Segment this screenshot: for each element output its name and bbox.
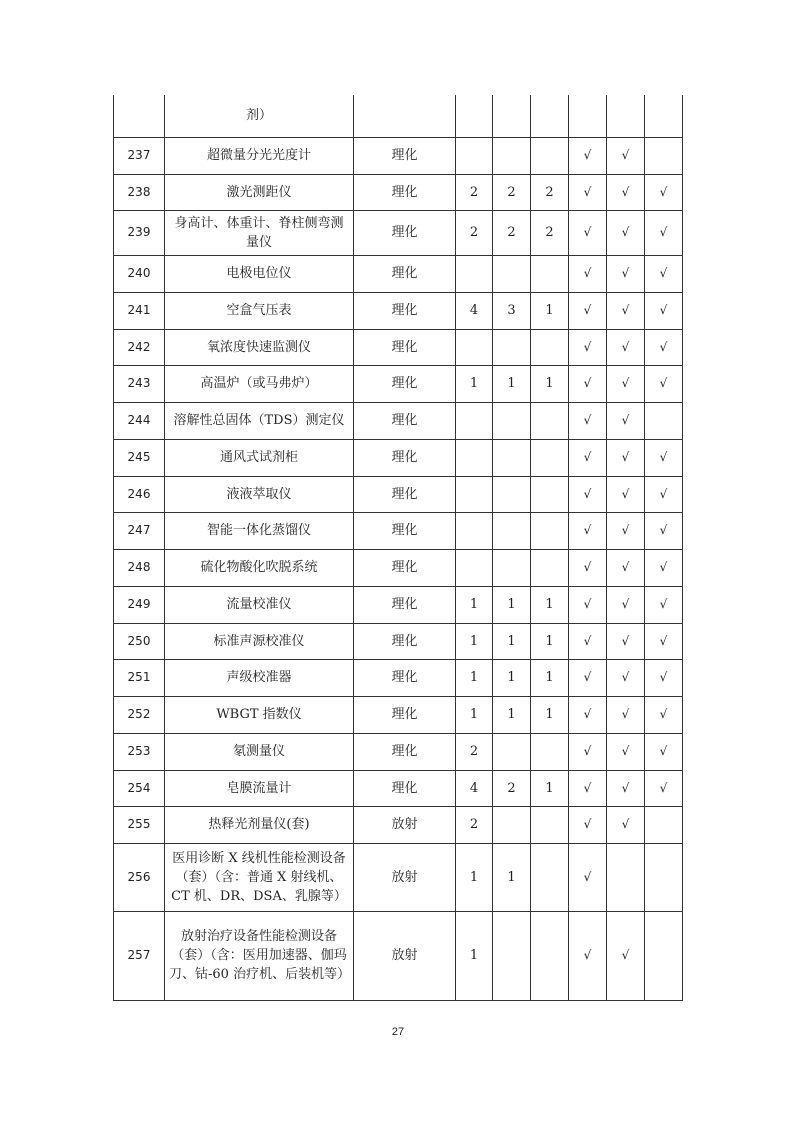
check-mark-col-3: √ <box>645 512 683 549</box>
table-row <box>114 365 683 402</box>
quantity-col-3: 1 <box>531 659 569 696</box>
quantity-col-3 <box>531 476 569 512</box>
check-mark-col-3 <box>645 806 683 843</box>
table-row <box>114 733 683 770</box>
row-number: 244 <box>114 402 165 439</box>
check-mark-col-1: √ <box>569 402 607 439</box>
check-mark-col-1 <box>569 95 607 137</box>
table-row <box>114 549 683 586</box>
check-mark-col-2: √ <box>607 255 645 292</box>
quantity-col-2 <box>493 806 531 843</box>
table-row <box>114 174 683 210</box>
check-mark-col-2: √ <box>607 549 645 586</box>
quantity-col-1: 1 <box>456 365 493 402</box>
row-number: 243 <box>114 365 165 402</box>
check-mark-col-2: √ <box>607 659 645 696</box>
table-row <box>114 843 683 911</box>
check-mark-col-2 <box>607 95 645 137</box>
check-mark-col-1: √ <box>569 806 607 843</box>
check-mark-col-2: √ <box>607 210 645 255</box>
table-row <box>114 696 683 733</box>
check-mark-col-1: √ <box>569 255 607 292</box>
row-number: 249 <box>114 586 165 623</box>
row-number: 257 <box>114 911 165 1000</box>
quantity-col-2 <box>493 95 531 137</box>
check-mark-col-2: √ <box>607 806 645 843</box>
check-mark-col-3 <box>645 843 683 911</box>
check-mark-col-2: √ <box>607 402 645 439</box>
check-mark-col-2: √ <box>607 586 645 623</box>
check-mark-col-2: √ <box>607 137 645 174</box>
quantity-col-2 <box>493 137 531 174</box>
quantity-col-3 <box>531 549 569 586</box>
category: 理化 <box>354 210 456 255</box>
quantity-col-1 <box>456 549 493 586</box>
check-mark-col-2: √ <box>607 770 645 806</box>
quantity-col-3 <box>531 402 569 439</box>
check-mark-col-2: √ <box>607 439 645 476</box>
check-mark-col-2: √ <box>607 292 645 329</box>
table-row <box>114 292 683 329</box>
equipment-name: 氧浓度快速监测仪 <box>165 329 354 365</box>
quantity-col-2 <box>493 512 531 549</box>
check-mark-col-3: √ <box>645 439 683 476</box>
check-mark-col-3: √ <box>645 476 683 512</box>
quantity-col-3 <box>531 95 569 137</box>
check-mark-col-1: √ <box>569 770 607 806</box>
check-mark-col-3: √ <box>645 210 683 255</box>
quantity-col-2 <box>493 329 531 365</box>
table-row <box>114 137 683 174</box>
row-number: 253 <box>114 733 165 770</box>
quantity-col-1: 1 <box>456 911 493 1000</box>
equipment-name: 空盒气压表 <box>165 292 354 329</box>
row-number: 245 <box>114 439 165 476</box>
check-mark-col-2: √ <box>607 365 645 402</box>
category: 理化 <box>354 255 456 292</box>
quantity-col-2 <box>493 402 531 439</box>
check-mark-col-3: √ <box>645 696 683 733</box>
category: 理化 <box>354 476 456 512</box>
category: 理化 <box>354 659 456 696</box>
table-row <box>114 806 683 843</box>
category: 理化 <box>354 512 456 549</box>
category: 理化 <box>354 439 456 476</box>
table-row <box>114 659 683 696</box>
quantity-col-3: 2 <box>531 174 569 210</box>
category: 理化 <box>354 365 456 402</box>
equipment-name: 高温炉（或马弗炉） <box>165 365 354 402</box>
row-number: 250 <box>114 623 165 659</box>
check-mark-col-2: √ <box>607 696 645 733</box>
quantity-col-3 <box>531 512 569 549</box>
check-mark-col-1: √ <box>569 512 607 549</box>
quantity-col-3 <box>531 329 569 365</box>
equipment-name: 氡测量仪 <box>165 733 354 770</box>
quantity-col-3: 1 <box>531 292 569 329</box>
quantity-col-3: 2 <box>531 210 569 255</box>
quantity-col-2: 2 <box>493 770 531 806</box>
check-mark-col-3: √ <box>645 255 683 292</box>
check-mark-col-1: √ <box>569 843 607 911</box>
row-number: 237 <box>114 137 165 174</box>
quantity-col-3 <box>531 843 569 911</box>
category: 放射 <box>354 806 456 843</box>
quantity-col-3 <box>531 733 569 770</box>
category <box>354 95 456 137</box>
quantity-col-2 <box>493 476 531 512</box>
check-mark-col-1: √ <box>569 733 607 770</box>
row-number: 238 <box>114 174 165 210</box>
check-mark-col-3: √ <box>645 659 683 696</box>
quantity-col-2: 1 <box>493 586 531 623</box>
table-row <box>114 402 683 439</box>
quantity-col-1: 4 <box>456 292 493 329</box>
check-mark-col-1: √ <box>569 659 607 696</box>
check-mark-col-1: √ <box>569 439 607 476</box>
check-mark-col-3 <box>645 402 683 439</box>
table-body <box>114 95 683 1000</box>
quantity-col-1 <box>456 512 493 549</box>
quantity-col-2: 2 <box>493 174 531 210</box>
quantity-col-3: 1 <box>531 696 569 733</box>
row-number: 256 <box>114 843 165 911</box>
check-mark-col-1: √ <box>569 911 607 1000</box>
equipment-name: WBGT 指数仪 <box>165 696 354 733</box>
check-mark-col-3 <box>645 137 683 174</box>
table-row <box>114 255 683 292</box>
category: 放射 <box>354 911 456 1000</box>
check-mark-col-1: √ <box>569 586 607 623</box>
check-mark-col-1: √ <box>569 210 607 255</box>
category: 理化 <box>354 292 456 329</box>
row-number: 248 <box>114 549 165 586</box>
row-number: 241 <box>114 292 165 329</box>
page-number: 27 <box>391 1026 405 1038</box>
row-number <box>114 95 165 137</box>
quantity-col-3 <box>531 439 569 476</box>
check-mark-col-2: √ <box>607 623 645 659</box>
quantity-col-1 <box>456 95 493 137</box>
quantity-col-1 <box>456 439 493 476</box>
category: 理化 <box>354 329 456 365</box>
quantity-col-1 <box>456 476 493 512</box>
quantity-col-1 <box>456 255 493 292</box>
row-number: 242 <box>114 329 165 365</box>
equipment-name: 声级校准器 <box>165 659 354 696</box>
check-mark-col-1: √ <box>569 696 607 733</box>
equipment-name: 皂膜流量计 <box>165 770 354 806</box>
table-row <box>114 623 683 659</box>
row-number: 246 <box>114 476 165 512</box>
equipment-name: 智能一体化蒸馏仪 <box>165 512 354 549</box>
table-row <box>114 329 683 365</box>
quantity-col-1: 1 <box>456 696 493 733</box>
equipment-name: 身高计、体重计、脊柱侧弯测量仪 <box>165 210 354 255</box>
equipment-name: 标准声源校准仪 <box>165 623 354 659</box>
equipment-name: 放射治疗设备性能检测设备（套）（含：医用加速器、伽玛刀、钴-60 治疗机、后装机等） <box>165 911 354 1000</box>
check-mark-col-1: √ <box>569 292 607 329</box>
table-row <box>114 95 683 137</box>
check-mark-col-1: √ <box>569 174 607 210</box>
quantity-col-2: 3 <box>493 292 531 329</box>
quantity-col-3 <box>531 911 569 1000</box>
check-mark-col-3 <box>645 911 683 1000</box>
category: 理化 <box>354 623 456 659</box>
quantity-col-1: 2 <box>456 174 493 210</box>
quantity-col-1: 1 <box>456 586 493 623</box>
equipment-name: 超微量分光光度计 <box>165 137 354 174</box>
check-mark-col-3: √ <box>645 549 683 586</box>
quantity-col-2: 1 <box>493 843 531 911</box>
quantity-col-1: 2 <box>456 733 493 770</box>
check-mark-col-1: √ <box>569 329 607 365</box>
check-mark-col-2: √ <box>607 174 645 210</box>
equipment-name: 溶解性总固体（TDS）测定仪 <box>165 402 354 439</box>
quantity-col-2: 1 <box>493 623 531 659</box>
row-number: 247 <box>114 512 165 549</box>
equipment-name: 通风式试剂柜 <box>165 439 354 476</box>
equipment-name: 激光测距仪 <box>165 174 354 210</box>
row-number: 240 <box>114 255 165 292</box>
equipment-name: 流量校准仪 <box>165 586 354 623</box>
quantity-col-3: 1 <box>531 365 569 402</box>
check-mark-col-3: √ <box>645 174 683 210</box>
equipment-name: 剂） <box>165 95 354 137</box>
quantity-col-2 <box>493 733 531 770</box>
category: 理化 <box>354 770 456 806</box>
check-mark-col-3: √ <box>645 770 683 806</box>
check-mark-col-2: √ <box>607 512 645 549</box>
quantity-col-2: 1 <box>493 365 531 402</box>
quantity-col-1: 1 <box>456 659 493 696</box>
check-mark-col-2: √ <box>607 911 645 1000</box>
row-number: 255 <box>114 806 165 843</box>
table-row <box>114 586 683 623</box>
equipment-table <box>113 95 683 1001</box>
check-mark-col-1: √ <box>569 549 607 586</box>
equipment-name: 硫化物酸化吹脱系统 <box>165 549 354 586</box>
category: 理化 <box>354 696 456 733</box>
equipment-name: 热释光剂量仪(套) <box>165 806 354 843</box>
check-mark-col-3: √ <box>645 733 683 770</box>
check-mark-col-1: √ <box>569 137 607 174</box>
category: 理化 <box>354 137 456 174</box>
check-mark-col-3: √ <box>645 365 683 402</box>
check-mark-col-2: √ <box>607 476 645 512</box>
quantity-col-1: 2 <box>456 210 493 255</box>
quantity-col-1: 1 <box>456 623 493 659</box>
quantity-col-1 <box>456 137 493 174</box>
row-number: 239 <box>114 210 165 255</box>
check-mark-col-1: √ <box>569 476 607 512</box>
equipment-name: 电极电位仪 <box>165 255 354 292</box>
quantity-col-2 <box>493 549 531 586</box>
row-number: 251 <box>114 659 165 696</box>
quantity-col-3 <box>531 137 569 174</box>
table-row <box>114 439 683 476</box>
check-mark-col-2 <box>607 843 645 911</box>
table-row <box>114 770 683 806</box>
check-mark-col-2: √ <box>607 733 645 770</box>
quantity-col-2 <box>493 439 531 476</box>
equipment-name: 液液萃取仪 <box>165 476 354 512</box>
quantity-col-1 <box>456 402 493 439</box>
quantity-col-3: 1 <box>531 770 569 806</box>
table-row <box>114 476 683 512</box>
quantity-col-2: 1 <box>493 659 531 696</box>
quantity-col-1 <box>456 329 493 365</box>
row-number: 254 <box>114 770 165 806</box>
table-row <box>114 911 683 1000</box>
check-mark-col-3: √ <box>645 292 683 329</box>
category: 理化 <box>354 549 456 586</box>
quantity-col-2: 2 <box>493 210 531 255</box>
quantity-col-3 <box>531 806 569 843</box>
check-mark-col-2: √ <box>607 329 645 365</box>
category: 放射 <box>354 843 456 911</box>
category: 理化 <box>354 402 456 439</box>
quantity-col-3: 1 <box>531 623 569 659</box>
quantity-col-2 <box>493 911 531 1000</box>
check-mark-col-3: √ <box>645 586 683 623</box>
category: 理化 <box>354 733 456 770</box>
quantity-col-2: 1 <box>493 696 531 733</box>
row-number: 252 <box>114 696 165 733</box>
check-mark-col-1: √ <box>569 623 607 659</box>
category: 理化 <box>354 174 456 210</box>
quantity-col-2 <box>493 255 531 292</box>
table-row <box>114 512 683 549</box>
quantity-col-1: 2 <box>456 806 493 843</box>
quantity-col-3 <box>531 255 569 292</box>
quantity-col-1: 1 <box>456 843 493 911</box>
check-mark-col-1: √ <box>569 365 607 402</box>
check-mark-col-3 <box>645 95 683 137</box>
category: 理化 <box>354 586 456 623</box>
quantity-col-3: 1 <box>531 586 569 623</box>
check-mark-col-3: √ <box>645 623 683 659</box>
quantity-col-1: 4 <box>456 770 493 806</box>
table-row <box>114 210 683 255</box>
check-mark-col-3: √ <box>645 329 683 365</box>
equipment-name: 医用诊断 X 线机性能检测设备（套）（含：普通 X 射线机、CT 机、DR、DSA、乳腺等） <box>165 843 354 911</box>
